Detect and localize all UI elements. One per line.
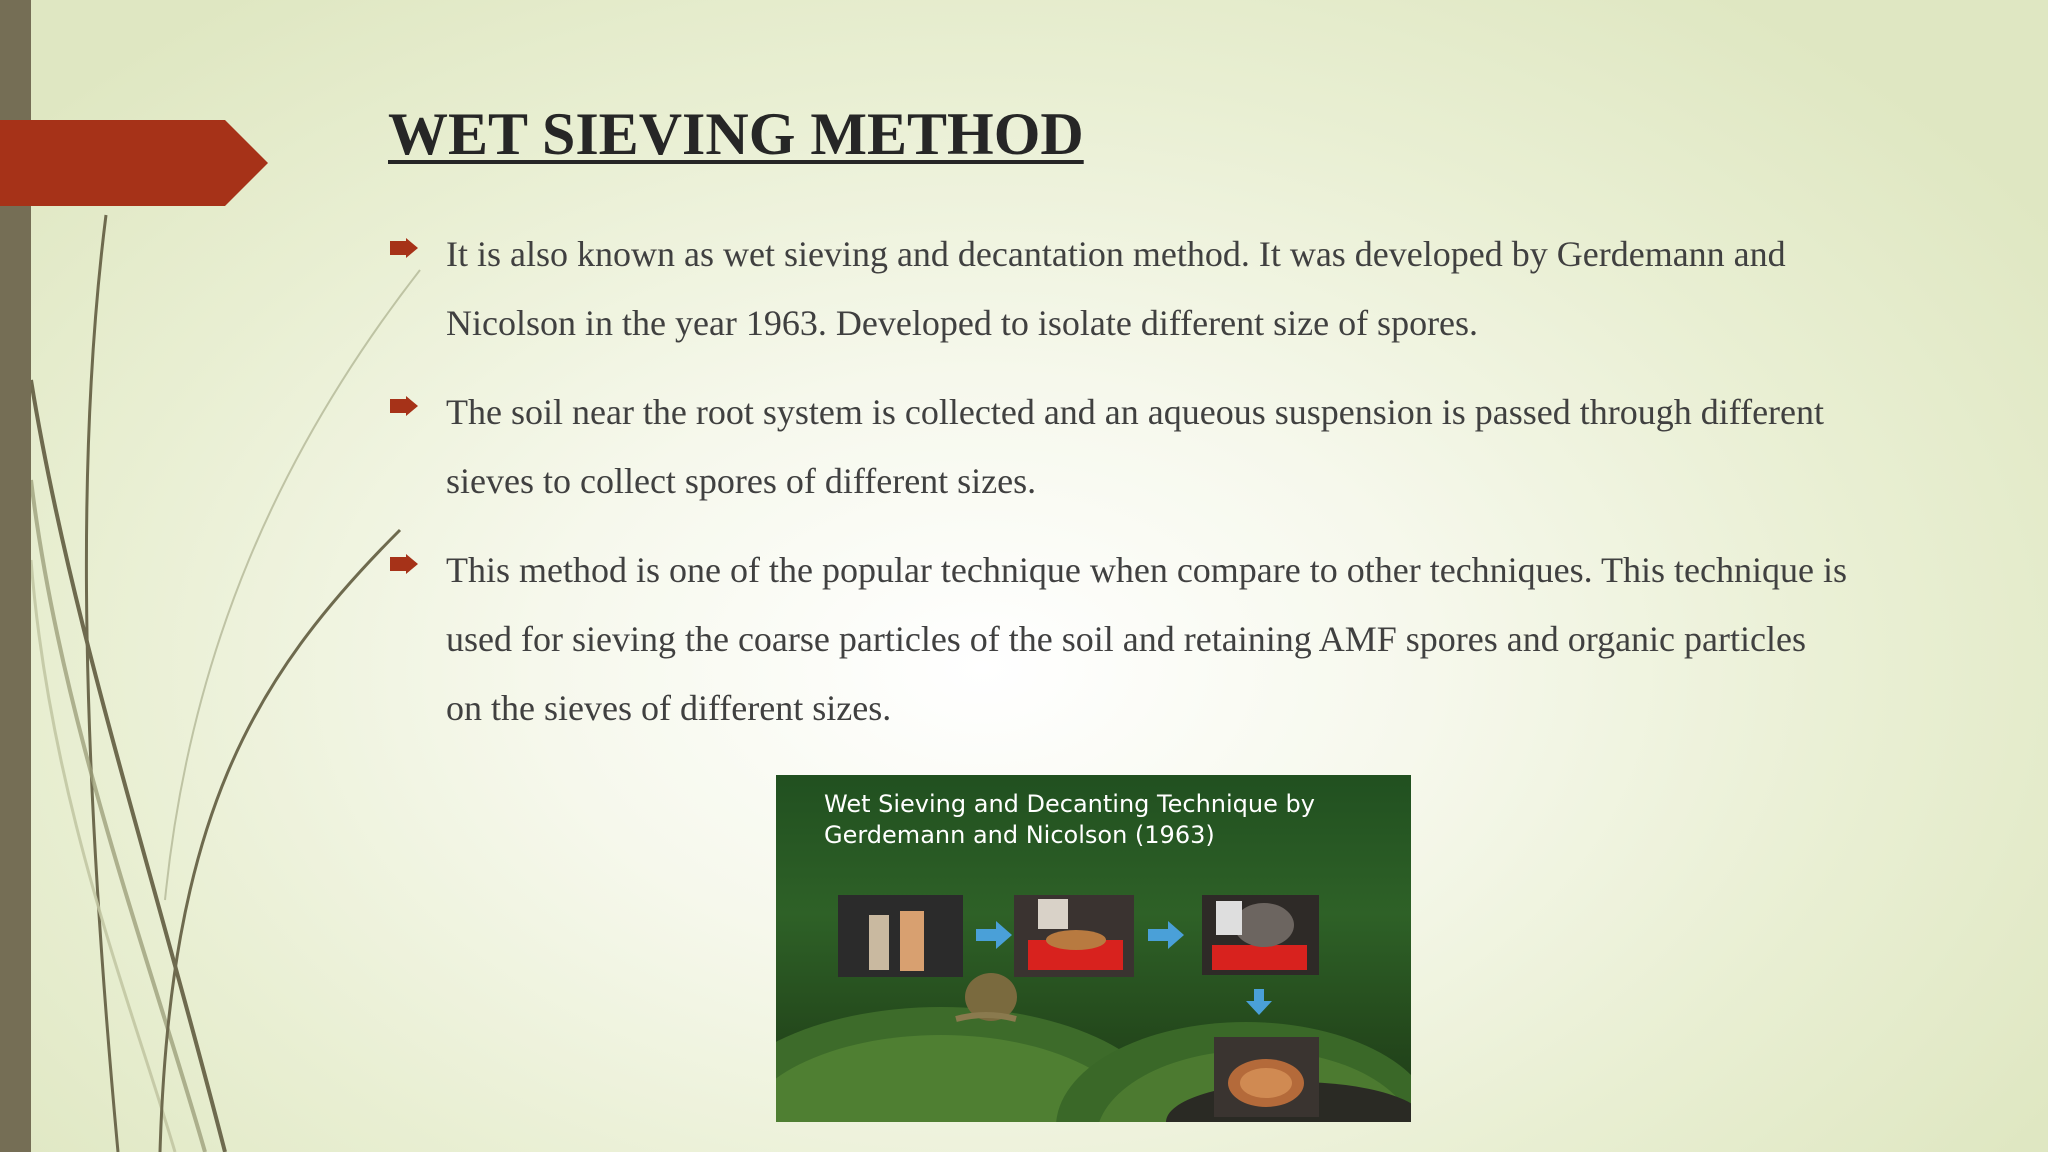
arrow-bullet-icon bbox=[390, 238, 418, 258]
figure-caption bbox=[824, 789, 1315, 851]
bullet-item bbox=[388, 220, 1848, 358]
right-arrow-icon bbox=[976, 921, 1012, 949]
bullet-text: This method is one of the popular technique when compare to other techniques. This technique is used for sieving the coarse particles of the soil and retaining AMF spores and organic particles on the sieves of different sizes. bbox=[446, 550, 1847, 728]
down-arrow-icon bbox=[1246, 989, 1272, 1015]
right-arrow-icon bbox=[1148, 921, 1184, 949]
slide-title: WET SIEVING METHOD bbox=[388, 101, 1084, 167]
wet-sieving-figure bbox=[776, 775, 1411, 1122]
arrow-bullet-icon bbox=[390, 554, 418, 574]
figure-caption-line-1: Wet Sieving and Decanting Technique by bbox=[824, 790, 1315, 818]
bullet-text: It is also known as wet sieving and decantation method. It was developed by Gerdemann and Nicolson in the year 1963. Developed to isolate different size of spores. bbox=[446, 234, 1786, 343]
red-arrow-banner bbox=[0, 120, 268, 206]
figure-caption-line-2: Gerdemann and Nicolson (1963) bbox=[824, 821, 1215, 849]
bullet-list bbox=[388, 220, 1848, 763]
arrow-bullet-icon bbox=[390, 396, 418, 416]
bullet-text: The soil near the root system is collected and an aqueous suspension is passed through different sieves to collect spores of different sizes. bbox=[446, 392, 1825, 501]
bullet-item bbox=[388, 378, 1848, 516]
bullet-item bbox=[388, 536, 1848, 743]
